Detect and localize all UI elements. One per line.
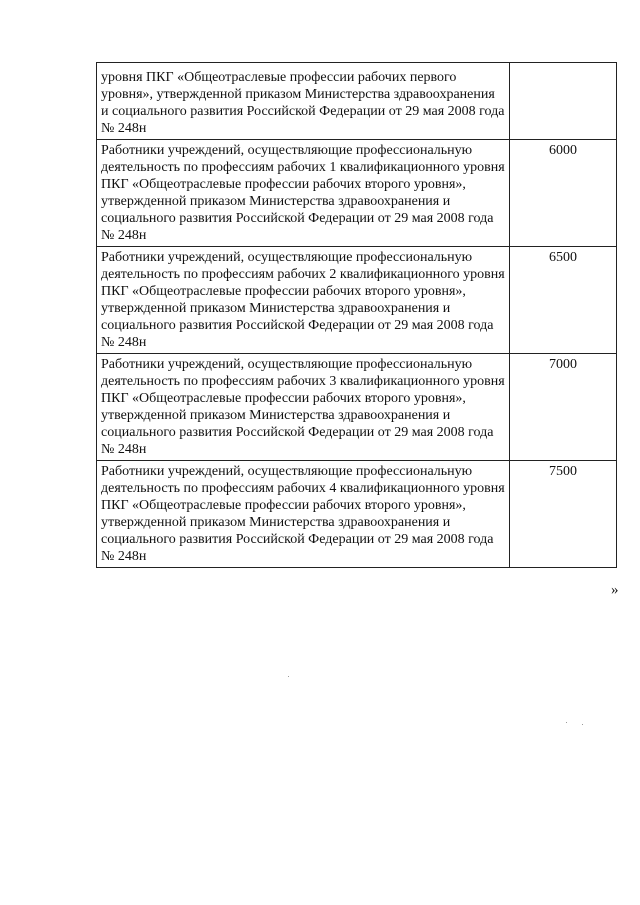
row-description: Работники учреждений, осуществляющие профессиональную деятельность по профессиям рабочих 4 квалификационного уровня ПКГ «Общеотраслевые профессии рабочих второго уровня», утвержденной приказом Министерства здравоохранения и социального развития Российской Федерации от 29 мая 2008 года № 248н xyxy=(97,461,510,568)
row-description: Работники учреждений, осуществляющие профессиональную деятельность по профессиям рабочих 1 квалификационного уровня ПКГ «Общеотраслевые профессии рабочих второго уровня», утвержденной приказом Министерства здравоохранения и социального развития Российской Федерации от 29 мая 2008 года № 248н xyxy=(97,140,510,247)
table-row xyxy=(97,140,617,247)
scan-artifact xyxy=(288,676,289,677)
row-value: 6500 xyxy=(510,247,617,354)
table-row xyxy=(97,461,617,568)
table-row xyxy=(97,247,617,354)
scan-artifact xyxy=(566,722,567,723)
table-row xyxy=(97,354,617,461)
salary-table xyxy=(96,62,617,568)
scan-artifact xyxy=(582,724,583,725)
row-value: 7000 xyxy=(510,354,617,461)
row-description: Работники учреждений, осуществляющие профессиональную деятельность по профессиям рабочих 2 квалификационного уровня ПКГ «Общеотраслевые профессии рабочих второго уровня», утвержденной приказом Министерства здравоохранения и социального развития Российской Федерации от 29 мая 2008 года № 248н xyxy=(97,247,510,354)
row-description: уровня ПКГ «Общеотраслевые профессии рабочих первого уровня», утвержденной приказом Министерства здравоохранения и социального развития Российской Федерации от 29 мая 2008 года № 248н xyxy=(97,63,510,140)
table-row xyxy=(97,63,617,140)
row-value xyxy=(510,63,617,140)
row-value: 6000 xyxy=(510,140,617,247)
row-description: Работники учреждений, осуществляющие профессиональную деятельность по профессиям рабочих 3 квалификационного уровня ПКГ «Общеотраслевые профессии рабочих второго уровня», утвержденной приказом Министерства здравоохранения и социального развития Российской Федерации от 29 мая 2008 года № 248н xyxy=(97,354,510,461)
closing-quote: » xyxy=(611,582,619,598)
row-value: 7500 xyxy=(510,461,617,568)
